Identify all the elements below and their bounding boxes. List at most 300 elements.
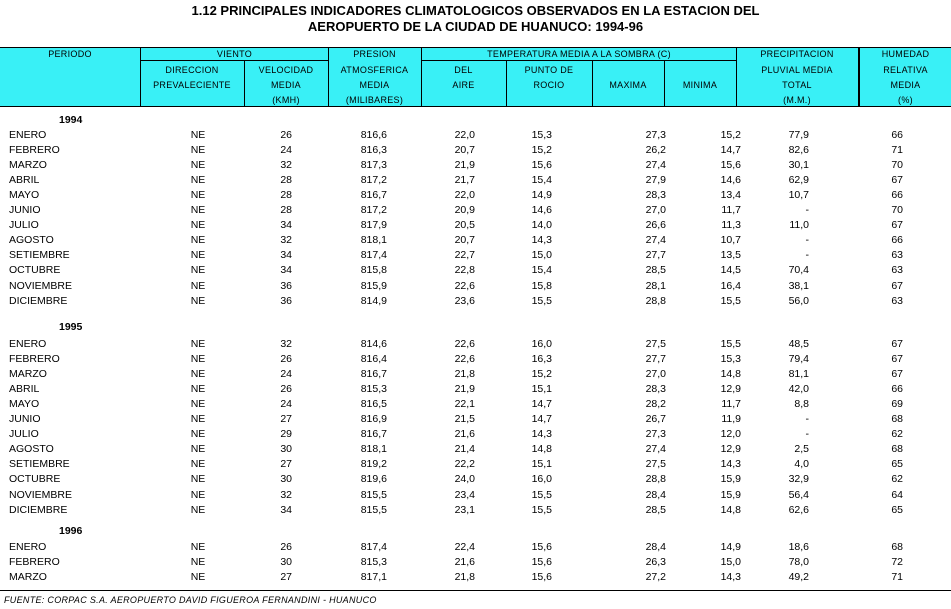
header-presion-1: PRESION <box>353 49 396 59</box>
cell-humidity: 68 <box>891 443 903 456</box>
cell-air-temp: 21,5 <box>454 413 475 426</box>
header-minima: MINIMA <box>682 80 718 90</box>
cell-air-temp: 23,1 <box>454 503 475 516</box>
cell-pressure: 815,5 <box>360 488 387 501</box>
cell-min-temp: 15,9 <box>720 488 741 501</box>
cell-month: ABRIL <box>9 174 40 187</box>
cell-wind-direction: NE <box>190 338 206 350</box>
cell-month: ENERO <box>9 338 47 350</box>
cell-max-temp: 26,6 <box>645 219 666 232</box>
header-presion-3: MEDIA <box>359 80 390 90</box>
cell-wind-speed: 32 <box>280 234 292 247</box>
cell-wind-speed: 26 <box>280 541 292 553</box>
cell-precipitation: 38,1 <box>788 279 809 292</box>
cell-min-temp: 15,3 <box>720 353 741 366</box>
cell-month: MARZO <box>9 159 47 172</box>
table-header <box>0 47 951 107</box>
header-humedad-4: (%) <box>898 95 913 105</box>
cell-precipitation: 8,8 <box>794 398 809 411</box>
cell-precipitation: 49,2 <box>788 571 809 584</box>
cell-min-temp: 11,9 <box>721 413 741 426</box>
cell-max-temp: 27,3 <box>645 428 666 441</box>
cell-precipitation: 79,4 <box>788 353 809 366</box>
cell-air-temp: 22,8 <box>454 264 475 277</box>
cell-humidity: 63 <box>891 294 903 307</box>
header-temperatura: TEMPERATURA MEDIA A LA SOMBRA (C) <box>487 49 671 59</box>
header-precip-1: PRECIPITACION <box>760 49 834 59</box>
cell-humidity: 70 <box>891 159 903 172</box>
cell-dew-point: 15,3 <box>531 129 552 141</box>
table-row <box>0 143 951 158</box>
cell-min-temp: 16,4 <box>720 279 741 292</box>
cell-pressure: 817,3 <box>360 159 387 172</box>
header-viento: VIENTO <box>216 49 253 59</box>
header-velocidad-1: VELOCIDAD <box>258 65 314 75</box>
cell-wind-speed: 32 <box>280 159 292 172</box>
cell-min-temp: 15,0 <box>720 556 741 569</box>
cell-month: JULIO <box>9 428 39 441</box>
cell-month: OCTUBRE <box>9 473 61 486</box>
cell-air-temp: 22,6 <box>454 338 475 350</box>
cell-pressure: 815,5 <box>360 503 387 516</box>
table-row <box>0 218 951 233</box>
cell-min-temp: 15,5 <box>720 338 741 350</box>
cell-month: FEBRERO <box>9 144 60 157</box>
cell-wind-speed: 34 <box>280 249 292 262</box>
cell-air-temp: 21,7 <box>454 174 475 187</box>
cell-humidity: 66 <box>891 383 903 396</box>
cell-wind-direction: NE <box>190 219 206 232</box>
cell-max-temp: 26,2 <box>645 144 666 157</box>
cell-wind-speed: 36 <box>280 294 292 307</box>
cell-air-temp: 22,0 <box>454 129 475 141</box>
cell-min-temp: 15,5 <box>720 294 741 307</box>
cell-wind-direction: NE <box>190 541 206 553</box>
cell-humidity: 67 <box>891 279 903 292</box>
cell-month: OCTUBRE <box>9 264 61 277</box>
cell-min-temp: 12,0 <box>720 428 741 441</box>
cell-max-temp: 27,4 <box>645 159 666 172</box>
cell-wind-speed: 32 <box>280 488 292 501</box>
cell-air-temp: 22,7 <box>454 249 475 262</box>
cell-wind-direction: NE <box>190 458 206 471</box>
cell-wind-direction: NE <box>190 398 206 411</box>
cell-wind-direction: NE <box>190 249 206 262</box>
table-row <box>0 442 951 457</box>
cell-wind-direction: NE <box>190 174 206 187</box>
cell-precipitation: 32,9 <box>788 473 809 486</box>
cell-dew-point: 15,6 <box>531 159 552 172</box>
cell-max-temp: 27,0 <box>645 368 666 381</box>
cell-dew-point: 15,6 <box>531 541 552 553</box>
cell-month: AGOSTO <box>9 443 54 456</box>
cell-humidity: 71 <box>891 144 903 157</box>
cell-wind-direction: NE <box>190 234 206 247</box>
table-row <box>0 173 951 188</box>
cell-dew-point: 15,6 <box>531 556 552 569</box>
table-row <box>0 412 951 427</box>
table-row <box>0 397 951 412</box>
header-velocidad-3: (KMH) <box>272 95 300 105</box>
table-row <box>0 158 951 173</box>
cell-dew-point: 14,7 <box>531 398 552 411</box>
header-precip-4: (M.M.) <box>783 95 811 105</box>
cell-wind-speed: 24 <box>280 368 292 381</box>
cell-min-temp: 11,7 <box>721 398 741 411</box>
cell-pressure: 816,9 <box>360 413 387 426</box>
cell-month: ENERO <box>9 541 47 553</box>
cell-humidity: 62 <box>891 428 903 441</box>
cell-min-temp: 14,3 <box>720 571 741 584</box>
cell-air-temp: 21,9 <box>454 159 475 172</box>
cell-wind-direction: NE <box>190 368 206 381</box>
cell-month: SETIEMBRE <box>9 249 70 262</box>
cell-precipitation: 56,4 <box>788 488 809 501</box>
header-humedad-3: MEDIA <box>890 80 921 90</box>
cell-max-temp: 28,8 <box>645 473 666 486</box>
cell-max-temp: 28,4 <box>645 541 666 553</box>
cell-dew-point: 15,1 <box>531 458 552 471</box>
cell-precipitation: - <box>805 413 809 426</box>
header-bottom-border <box>0 106 951 107</box>
cell-min-temp: 15,2 <box>720 129 741 141</box>
cell-month: JUNIO <box>9 204 41 217</box>
cell-max-temp: 27,7 <box>645 249 666 262</box>
table-row <box>0 503 951 518</box>
cell-air-temp: 20,7 <box>454 144 475 157</box>
cell-wind-speed: 29 <box>280 428 292 441</box>
cell-precipitation: 62,6 <box>788 503 809 516</box>
cell-max-temp: 28,8 <box>645 294 666 307</box>
cell-max-temp: 27,0 <box>645 204 666 217</box>
cell-pressure: 817,1 <box>360 571 387 584</box>
header-periodo: PERIODO <box>48 49 92 59</box>
table-row <box>0 263 951 278</box>
cell-wind-direction: NE <box>190 129 206 141</box>
cell-month: DICIEMBRE <box>9 503 68 516</box>
cell-dew-point: 15,5 <box>531 488 552 501</box>
cell-month: NOVIEMBRE <box>9 488 73 501</box>
header-humedad-2: RELATIVA <box>883 65 928 75</box>
cell-pressure: 819,6 <box>360 473 387 486</box>
cell-wind-direction: NE <box>190 189 206 202</box>
cell-precipitation: 77,9 <box>788 129 809 141</box>
cell-air-temp: 21,6 <box>454 556 475 569</box>
cell-humidity: 69 <box>891 398 903 411</box>
cell-max-temp: 28,5 <box>645 264 666 277</box>
cell-wind-speed: 30 <box>280 473 292 486</box>
table-row <box>0 337 951 352</box>
cell-month: MARZO <box>9 368 47 381</box>
cell-pressure: 817,2 <box>360 204 387 217</box>
cell-dew-point: 16,0 <box>531 338 552 350</box>
cell-pressure: 817,4 <box>360 541 387 553</box>
cell-min-temp: 12,9 <box>720 383 741 396</box>
header-top-border <box>0 47 951 48</box>
cell-wind-speed: 34 <box>280 219 292 232</box>
cell-humidity: 67 <box>891 353 903 366</box>
cell-precipitation: - <box>805 234 809 247</box>
header-direccion-2: PREVALECIENTE <box>153 80 231 90</box>
cell-air-temp: 22,4 <box>454 541 475 553</box>
cell-air-temp: 21,9 <box>454 383 475 396</box>
cell-dew-point: 14,3 <box>531 428 552 441</box>
table-bottom-border <box>0 590 951 591</box>
cell-air-temp: 21,8 <box>454 368 475 381</box>
cell-wind-speed: 26 <box>280 129 292 141</box>
cell-precipitation: 30,1 <box>788 159 809 172</box>
cell-air-temp: 22,6 <box>454 353 475 366</box>
cell-precipitation: 18,6 <box>788 541 809 553</box>
table-row <box>0 488 951 503</box>
cell-wind-direction: NE <box>190 503 206 516</box>
cell-pressure: 815,3 <box>360 383 387 396</box>
cell-dew-point: 15,0 <box>531 249 552 262</box>
cell-precipitation: - <box>805 204 809 217</box>
header-direccion-1: DIRECCION <box>165 65 219 75</box>
cell-pressure: 816,7 <box>360 189 387 202</box>
cell-pressure: 817,2 <box>360 174 387 187</box>
cell-wind-direction: NE <box>190 443 206 456</box>
table-row <box>0 382 951 397</box>
cell-wind-direction: NE <box>190 159 206 172</box>
cell-month: FEBRERO <box>9 556 60 569</box>
cell-month: AGOSTO <box>9 234 54 247</box>
cell-pressure: 816,7 <box>360 368 387 381</box>
cell-precipitation: 42,0 <box>788 383 809 396</box>
cell-month: FEBRERO <box>9 353 60 366</box>
cell-dew-point: 14,9 <box>531 189 552 202</box>
cell-max-temp: 27,9 <box>645 174 666 187</box>
cell-min-temp: 13,4 <box>720 189 741 202</box>
cell-humidity: 64 <box>891 488 903 501</box>
cell-precipitation: 10,7 <box>788 189 809 202</box>
cell-wind-direction: NE <box>190 571 206 584</box>
cell-dew-point: 15,8 <box>531 279 552 292</box>
table-row <box>0 128 951 143</box>
cell-dew-point: 14,7 <box>531 413 552 426</box>
cell-humidity: 70 <box>891 204 903 217</box>
cell-wind-direction: NE <box>190 204 206 217</box>
cell-air-temp: 20,5 <box>454 219 475 232</box>
cell-precipitation: 11,0 <box>789 219 809 232</box>
cell-wind-direction: NE <box>190 488 206 501</box>
cell-air-temp: 22,2 <box>454 458 475 471</box>
cell-humidity: 63 <box>891 249 903 262</box>
cell-min-temp: 11,3 <box>721 219 741 232</box>
cell-month: SETIEMBRE <box>9 458 70 471</box>
header-punto-2: ROCIO <box>533 80 565 90</box>
table-row <box>0 188 951 203</box>
cell-month: DICIEMBRE <box>9 294 68 307</box>
table-row <box>0 233 951 248</box>
cell-humidity: 65 <box>891 458 903 471</box>
header-del-2: AIRE <box>452 80 475 90</box>
cell-wind-speed: 34 <box>280 264 292 277</box>
header-maxima: MAXIMA <box>609 80 647 90</box>
cell-month: JULIO <box>9 219 39 232</box>
temperatura-underline <box>421 60 737 61</box>
cell-humidity: 66 <box>891 129 903 141</box>
cell-humidity: 65 <box>891 503 903 516</box>
cell-pressure: 816,4 <box>360 353 387 366</box>
cell-wind-speed: 26 <box>280 383 292 396</box>
cell-humidity: 71 <box>891 571 903 584</box>
cell-min-temp: 14,7 <box>720 144 741 157</box>
cell-max-temp: 27,2 <box>645 571 666 584</box>
viento-underline <box>140 60 329 61</box>
header-punto-1: PUNTO DE <box>524 65 574 75</box>
cell-month: ABRIL <box>9 383 40 396</box>
cell-dew-point: 15,1 <box>531 383 552 396</box>
cell-precipitation: 81,1 <box>788 368 809 381</box>
table-row <box>0 427 951 442</box>
cell-dew-point: 15,4 <box>531 264 552 277</box>
cell-pressure: 818,1 <box>360 234 387 247</box>
cell-wind-speed: 30 <box>280 556 292 569</box>
cell-humidity: 66 <box>891 234 903 247</box>
cell-pressure: 815,9 <box>360 279 387 292</box>
cell-wind-direction: NE <box>190 353 206 366</box>
cell-air-temp: 23,6 <box>454 294 475 307</box>
cell-pressure: 817,4 <box>360 249 387 262</box>
cell-humidity: 67 <box>891 174 903 187</box>
cell-wind-speed: 30 <box>280 443 292 456</box>
cell-max-temp: 27,4 <box>645 234 666 247</box>
cell-precipitation: - <box>805 428 809 441</box>
cell-dew-point: 15,5 <box>531 503 552 516</box>
cell-air-temp: 22,1 <box>454 398 475 411</box>
cell-min-temp: 14,8 <box>720 503 741 516</box>
cell-max-temp: 28,4 <box>645 488 666 501</box>
table-row <box>0 203 951 218</box>
header-del-1: DEL <box>454 65 473 75</box>
cell-min-temp: 11,7 <box>721 204 741 217</box>
cell-humidity: 62 <box>891 473 903 486</box>
cell-max-temp: 27,7 <box>645 353 666 366</box>
cell-pressure: 816,3 <box>360 144 387 157</box>
cell-dew-point: 16,0 <box>531 473 552 486</box>
cell-dew-point: 15,2 <box>531 368 552 381</box>
cell-min-temp: 15,9 <box>720 473 741 486</box>
cell-air-temp: 23,4 <box>454 488 475 501</box>
cell-humidity: 68 <box>891 413 903 426</box>
cell-wind-speed: 24 <box>280 144 292 157</box>
cell-max-temp: 28,1 <box>645 279 666 292</box>
cell-precipitation: 48,5 <box>788 338 809 350</box>
cell-wind-direction: NE <box>190 428 206 441</box>
cell-precipitation: 56,0 <box>788 294 809 307</box>
cell-pressure: 814,9 <box>360 294 387 307</box>
cell-month: ENERO <box>9 129 47 141</box>
cell-wind-speed: 28 <box>280 189 292 202</box>
table-title-line-2: AEROPUERTO DE LA CIUDAD DE HUANUCO: 1994-96 <box>307 19 644 34</box>
cell-max-temp: 27,3 <box>645 129 666 141</box>
cell-precipitation: 70,4 <box>788 264 809 277</box>
cell-min-temp: 14,8 <box>720 368 741 381</box>
cell-max-temp: 28,5 <box>645 503 666 516</box>
cell-wind-speed: 26 <box>280 353 292 366</box>
cell-min-temp: 14,5 <box>720 264 741 277</box>
cell-min-temp: 15,6 <box>720 159 741 172</box>
cell-dew-point: 14,8 <box>531 443 552 456</box>
cell-month: NOVIEMBRE <box>9 279 73 292</box>
source-note: FUENTE: CORPAC S.A. AEROPUERTO DAVID FIGUEROA FERNANDINI - HUANUCO <box>4 595 377 605</box>
cell-wind-speed: 27 <box>280 413 292 426</box>
cell-pressure: 818,1 <box>360 443 387 456</box>
header-precip-3: TOTAL <box>782 80 812 90</box>
cell-max-temp: 27,4 <box>645 443 666 456</box>
cell-pressure: 816,7 <box>360 428 387 441</box>
cell-air-temp: 24,0 <box>454 473 475 486</box>
cell-max-temp: 27,5 <box>645 338 666 350</box>
cell-wind-speed: 32 <box>280 338 292 350</box>
header-presion-4: (MILIBARES) <box>345 95 404 105</box>
cell-dew-point: 15,6 <box>531 571 552 584</box>
cell-wind-direction: NE <box>190 383 206 396</box>
table-title-line-1: 1.12 PRINCIPALES INDICADORES CLIMATOLOGICOS OBSERVADOS EN LA ESTACION DEL <box>191 3 760 18</box>
cell-air-temp: 20,9 <box>454 204 475 217</box>
cell-dew-point: 15,5 <box>531 294 552 307</box>
cell-max-temp: 26,3 <box>645 556 666 569</box>
cell-wind-direction: NE <box>190 556 206 569</box>
cell-min-temp: 13,5 <box>720 249 741 262</box>
cell-dew-point: 14,0 <box>531 219 552 232</box>
cell-wind-speed: 27 <box>280 458 292 471</box>
cell-humidity: 72 <box>891 556 903 569</box>
cell-pressure: 815,8 <box>360 264 387 277</box>
cell-wind-speed: 36 <box>280 279 292 292</box>
cell-wind-direction: NE <box>190 144 206 157</box>
header-humedad-1: HUMEDAD <box>881 49 930 59</box>
cell-precipitation: 78,0 <box>788 556 809 569</box>
cell-air-temp: 21,6 <box>454 428 475 441</box>
cell-month: MAYO <box>9 189 40 202</box>
cell-humidity: 66 <box>891 189 903 202</box>
cell-air-temp: 21,4 <box>454 443 475 456</box>
cell-pressure: 816,6 <box>360 129 387 141</box>
cell-precipitation: 62,9 <box>788 174 809 187</box>
table-row <box>0 279 951 294</box>
year-heading: 1996 <box>59 525 83 537</box>
header-velocidad-2: MEDIA <box>270 80 301 90</box>
cell-pressure: 815,3 <box>360 556 387 569</box>
table-row <box>0 248 951 263</box>
cell-min-temp: 14,3 <box>720 458 741 471</box>
cell-max-temp: 26,7 <box>645 413 666 426</box>
cell-dew-point: 16,3 <box>531 353 552 366</box>
cell-air-temp: 20,7 <box>454 234 475 247</box>
cell-month: MARZO <box>9 571 47 584</box>
cell-humidity: 67 <box>891 219 903 232</box>
year-heading: 1994 <box>59 114 83 126</box>
cell-wind-speed: 24 <box>280 398 292 411</box>
cell-pressure: 817,9 <box>360 219 387 232</box>
cell-humidity: 63 <box>891 264 903 277</box>
cell-max-temp: 27,5 <box>645 458 666 471</box>
cell-pressure: 816,5 <box>360 398 387 411</box>
cell-wind-speed: 34 <box>280 503 292 516</box>
cell-pressure: 814,6 <box>360 338 387 350</box>
cell-humidity: 67 <box>891 338 903 350</box>
cell-month: JUNIO <box>9 413 41 426</box>
cell-precipitation: - <box>805 249 809 262</box>
cell-dew-point: 15,4 <box>531 174 552 187</box>
cell-max-temp: 28,2 <box>645 398 666 411</box>
cell-wind-direction: NE <box>190 413 206 426</box>
table-row <box>0 555 951 570</box>
cell-dew-point: 14,6 <box>531 204 552 217</box>
